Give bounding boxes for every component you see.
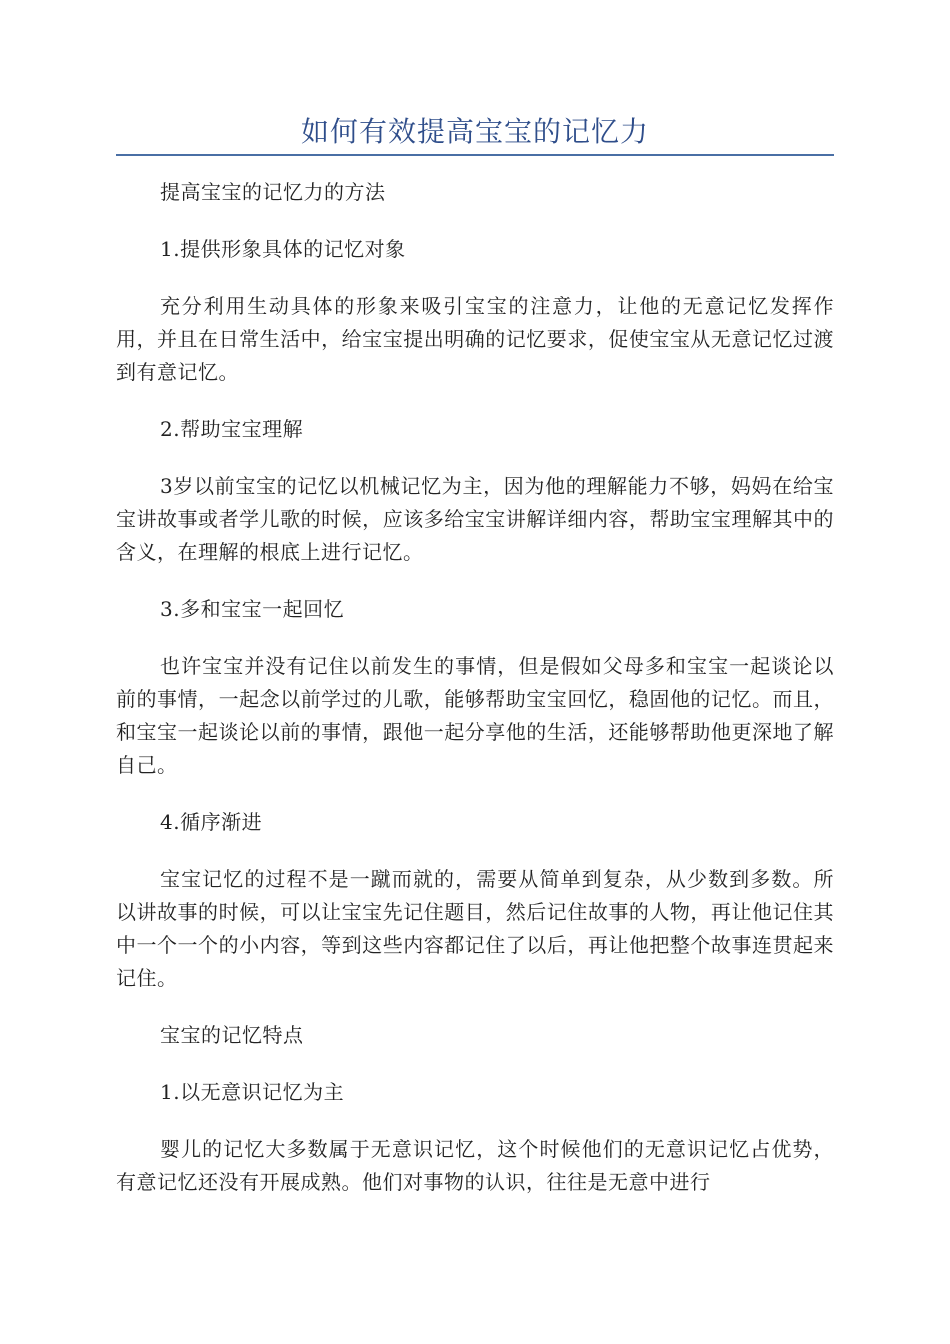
method-2-heading: 2.帮助宝宝理解 [160,417,304,441]
feature-1-text: 婴儿的记忆大多数属于无意识记忆，这个时候他们的无意识记忆占优势，有意记忆还没有开展成熟。他们对事物的认识，往往是无意中进行 [116,1137,834,1194]
section-heading-features: 宝宝的记忆特点 [160,1023,304,1047]
method-1-text: 充分利用生动具体的形象来吸引宝宝的注意力，让他的无意记忆发挥作用，并且在日常生活中，给宝宝提出明确的记忆要求，促使宝宝从无意记忆过渡到有意记忆。 [116,294,834,384]
feature-1-heading: 1.以无意识记忆为主 [160,1080,345,1104]
method-2-text: 3岁以前宝宝的记忆以机械记忆为主，因为他的理解能力不够，妈妈在给宝宝讲故事或者学儿歌的时候，应该多给宝宝讲解详细内容，帮助宝宝理解其中的含义，在理解的根底上进行记忆。 [116,474,834,564]
method-3-text: 也许宝宝并没有记住以前发生的事情，但是假如父母多和宝宝一起谈论以前的事情，一起念以前学过的儿歌，能够帮助宝宝回忆，稳固他的记忆。而且，和宝宝一起谈论以前的事情，跟他一起分享他的生活，还能够帮助他更深地了解自己。 [116,654,834,777]
method-4-heading: 4.循序渐进 [160,810,263,834]
method-4-text: 宝宝记忆的过程不是一蹴而就的，需要从简单到复杂，从少数到多数。所以讲故事的时候，可以让宝宝先记住题目，然后记住故事的人物，再让他记住其中一个一个的小内容，等到这些内容都记住了以后，再让他把整个故事连贯起来记住。 [116,867,834,990]
section-heading-methods: 提高宝宝的记忆力的方法 [160,180,386,204]
document-title: 如何有效提高宝宝的记忆力 [300,115,649,148]
method-1-heading: 1.提供形象具体的记忆对象 [160,237,406,261]
document-body [116,176,834,1223]
title-underline [116,154,834,156]
method-3-heading: 3.多和宝宝一起回忆 [160,597,345,621]
